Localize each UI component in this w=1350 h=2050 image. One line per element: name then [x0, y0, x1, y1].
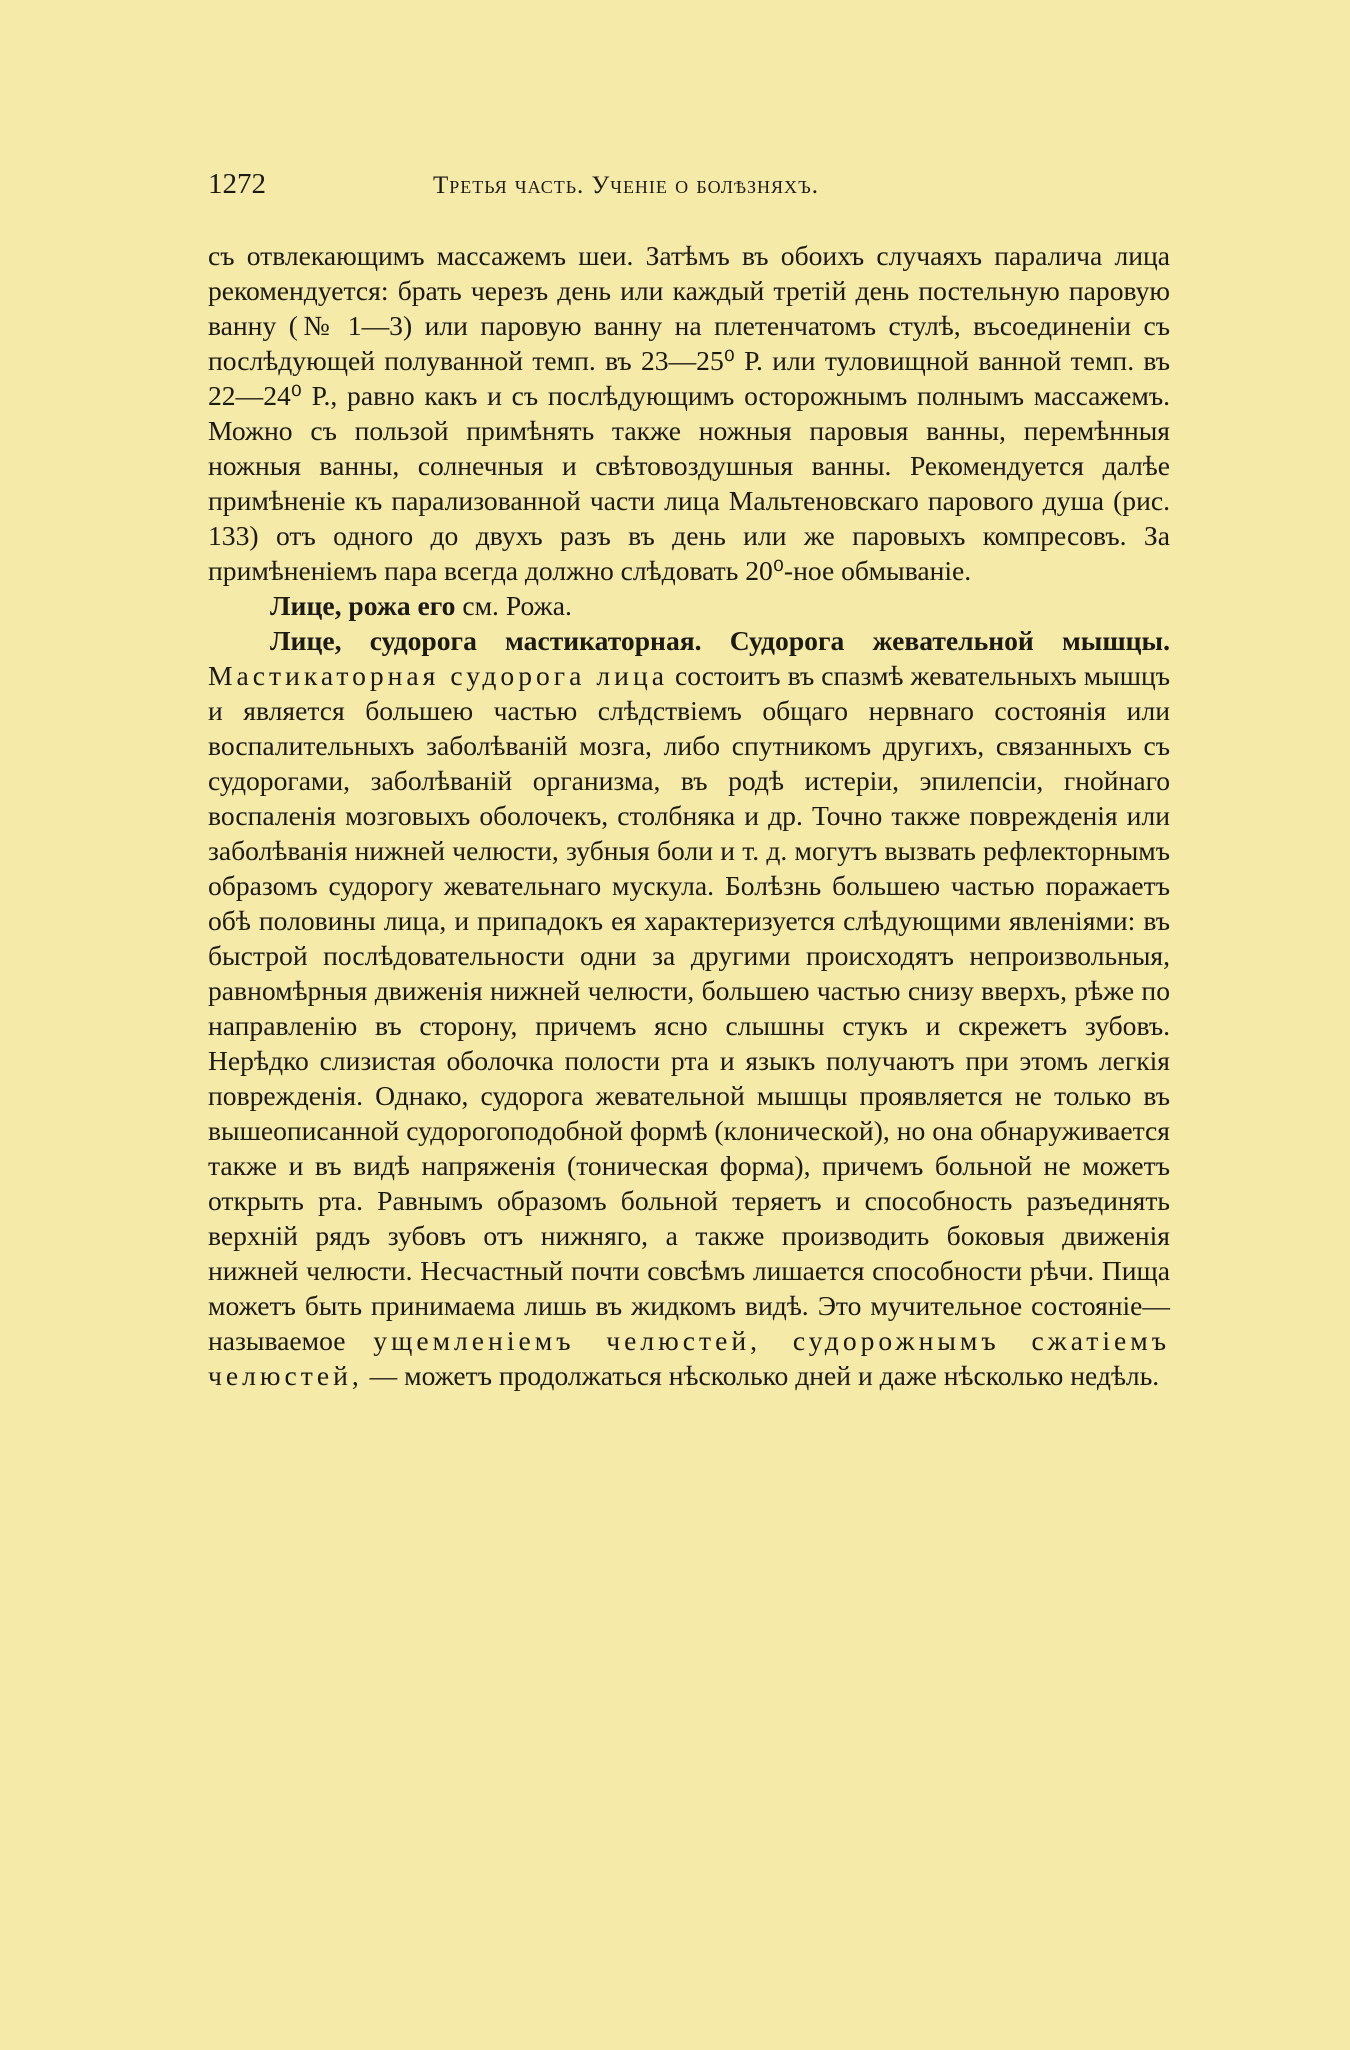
paragraph-entry-masticatory-spasm: [208, 623, 1170, 1393]
page-header: [208, 168, 1170, 208]
entry-title: Лице, рожа его: [270, 590, 456, 621]
entry-spaced-text: Мастикаторная судорога лица: [208, 660, 668, 691]
body-text: [208, 238, 1170, 1393]
paragraph-continuation: съ отвлекающимъ массажемъ шеи. Затѣмъ въ обоихъ случаяхъ паралича лица рекомендуется: брать черезъ день или каждый третій день постельную паровую ванну (№ 1—3) или паровую ванну на плетенчатомъ стулѣ, въсоединеніи съ послѣдующей полуванной темп. въ 23—25⁰ Р. или туловищной ванной темп. въ 22—24⁰ Р., равно какъ и съ послѣдующимъ осторожнымъ полнымъ массажемъ. Можно съ пользой примѣнять также ножныя паровыя ванны, перемѣнныя ножныя ванны, солнечныя и свѣтовоздушныя ванны. Рекомендуется далѣе примѣненіе къ парализованной части лица Мальтеновскаго парового душа (рис. 133) отъ одного до двухъ разъ въ день или же паровыхъ компресовъ. За примѣненіемъ пара всегда должно слѣдовать 20⁰-ное обмываніе.: [208, 240, 1170, 586]
running-title: Третья часть. Ученіе о болѣзняхъ.: [433, 172, 820, 199]
entry-spaced-term: ущемленіемъ челюстей, судорожнымъ сжатіемъ челюстей,: [208, 1325, 1170, 1391]
entry-text-end: — можетъ продолжаться нѣсколько дней и даже нѣсколько недѣль.: [362, 1360, 1160, 1391]
entry-text: см. Рожа.: [455, 590, 572, 621]
paragraph-entry-face-erysipelas: [208, 588, 1170, 623]
entry-text: состоитъ въ спазмѣ жевательныхъ мышцъ и является большею частью слѣдствіемъ общаго нервнаго состоянія или воспалительныхъ заболѣваній мозга, либо спутникомъ другихъ, связанныхъ съ судорогами, заболѣваній организма, въ родѣ истеріи, эпилепсіи, гнойнаго воспаленія мозговыхъ оболочекъ, столбняка и др. Точно также поврежденія или заболѣванія нижней челюсти, зубныя боли и т. д. могутъ вызвать рефлекторнымъ образомъ судорогу жевательнаго мускула. Болѣзнь большею частью поражаетъ обѣ половины лица, и припадокъ ея характеризуется слѣдующими явленіями: въ быстрой послѣдовательности одни за другими происходятъ непроизвольныя, равномѣрныя движенія нижней челюсти, большею частью снизу вверхъ, рѣже по направленію въ сторону, причемъ ясно слышны стукъ и скрежетъ зубовъ. Нерѣдко слизистая оболочка полости рта и языкъ получаютъ при этомъ легкія поврежденія. Однако, судорога жевательной мышцы проявляется не только въ вышеописанной судорогоподобной формѣ (клонической), но она обнаруживается также и въ видѣ напряженія (тоническая форма), причемъ больной не можетъ открыть рта. Равнымъ образомъ больной теряетъ и способность разъединять верхній рядъ зубовъ отъ нижняго, а также производить боковыя движенія нижней челюсти. Несчастный почти совсѣмъ лишается способности рѣчи. Пища можетъ быть принимаема лишь въ жидкомъ видѣ. Это мучительное состояніе—называемое: [208, 660, 1170, 1356]
page-number: 1272: [208, 168, 266, 200]
entry-title: Лице, судорога мастикаторная. Судорога жевательной мышцы.: [270, 625, 1170, 656]
